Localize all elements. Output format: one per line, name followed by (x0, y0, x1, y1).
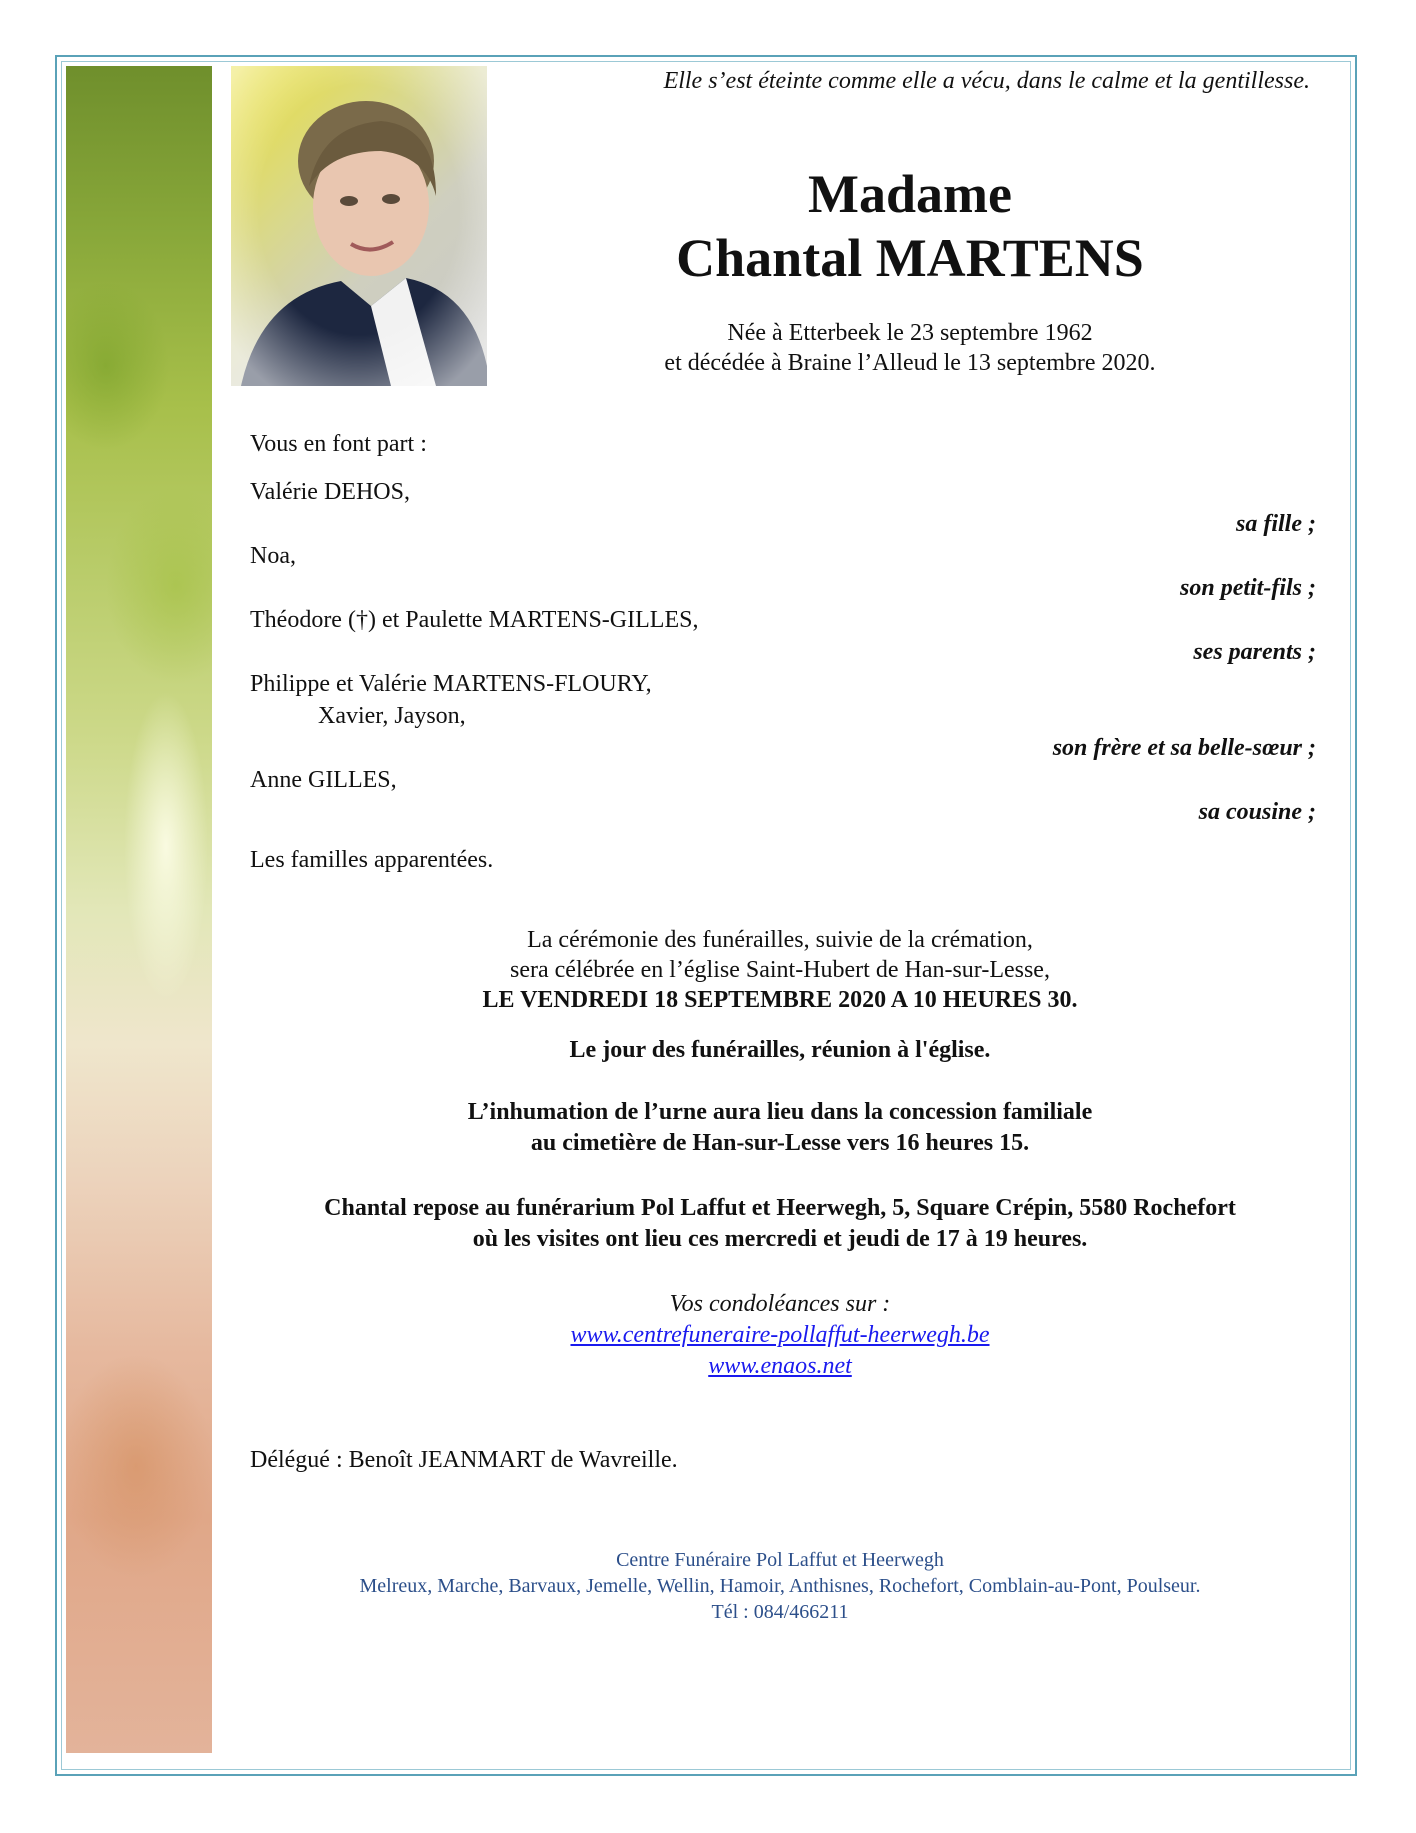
portrait-photo (231, 66, 487, 386)
family-member-relation: son frère et sa belle-sœur ; (1052, 735, 1316, 761)
birth-death-dates (560, 318, 1260, 378)
family-member-relation: son petit-fils ; (1180, 575, 1316, 601)
family-member-names: Philippe et Valérie MARTENS-FLOURY, (250, 671, 652, 697)
funerarium-info (250, 1193, 1310, 1255)
funerarium-line-1: Chantal repose au funérarium Pol Laffut et Heerwegh, 5, Square Crépin, 5580 Rochefort (324, 1195, 1236, 1221)
epitaph: Elle s’est éteinte comme elle a vécu, dans le calme et la gentillesse. (663, 68, 1310, 94)
deceased-name (600, 162, 1220, 290)
condolences-link-enaos[interactable]: www.enaos.net (708, 1353, 852, 1379)
birth-line: Née à Etterbeek le 23 septembre 1962 (727, 320, 1093, 346)
ceremony-info (250, 925, 1310, 1015)
funeral-home-footer (250, 1547, 1310, 1625)
family-member-names: Anne GILLES, (250, 767, 397, 793)
delegate-line: Délégué : Benoît JEANMART de Wavreille. (250, 1447, 678, 1473)
death-line: et décédée à Braine l’Alleud le 13 septembre 2020. (664, 350, 1156, 376)
burial-line-1: L’inhumation de l’urne aura lieu dans la concession familiale (467, 1099, 1093, 1125)
family-member-names: Valérie DEHOS, (250, 479, 410, 505)
family-member-children: Xavier, Jayson, (318, 703, 466, 729)
funeral-home-locations: Melreux, Marche, Barvaux, Jemelle, Wellin, Hamoir, Anthisnes, Rochefort, Comblain-au-Pont, Poulseur. (359, 1575, 1201, 1597)
meeting-info: Le jour des funérailles, réunion à l'église. (569, 1037, 991, 1063)
condolences-block (250, 1289, 1310, 1382)
ceremony-line-1: La cérémonie des funérailles, suivie de la crémation, (527, 927, 1033, 953)
burial-line-2: au cimetière de Han-sur-Lesse vers 16 heures 15. (530, 1130, 1030, 1156)
family-member-names: Théodore (†) et Paulette MARTENS-GILLES, (250, 607, 699, 633)
announcement-intro: Vous en font part : (250, 431, 427, 457)
family-member-names: Noa, (250, 543, 296, 569)
forest-path-decorative-strip (66, 66, 212, 1753)
condolences-label: Vos condoléances sur : (669, 1291, 891, 1317)
ceremony-date-time: LE VENDREDI 18 SEPTEMBRE 2020 A 10 HEURES 30. (482, 987, 1078, 1013)
burial-info (250, 1097, 1310, 1159)
related-families: Les familles apparentées. (250, 847, 494, 873)
funeral-home-phone: Tél : 084/466211 (711, 1601, 849, 1623)
title-honorific: Madame (808, 164, 1012, 224)
title-full-name: Chantal MARTENS (676, 228, 1144, 288)
family-member-relation: sa fille ; (1236, 511, 1316, 537)
ceremony-line-2: sera célébrée en l’église Saint-Hubert de Han-sur-Lesse, (510, 957, 1050, 983)
funeral-home-name: Centre Funéraire Pol Laffut et Heerwegh (616, 1549, 944, 1571)
condolences-link-funeral-center[interactable]: www.centrefuneraire-pollaffut-heerwegh.be (570, 1322, 990, 1348)
funerarium-line-2: où les visites ont lieu ces mercredi et jeudi de 17 à 19 heures. (472, 1226, 1088, 1252)
family-member-relation: ses parents ; (1193, 639, 1316, 665)
family-member-relation: sa cousine ; (1198, 799, 1316, 825)
